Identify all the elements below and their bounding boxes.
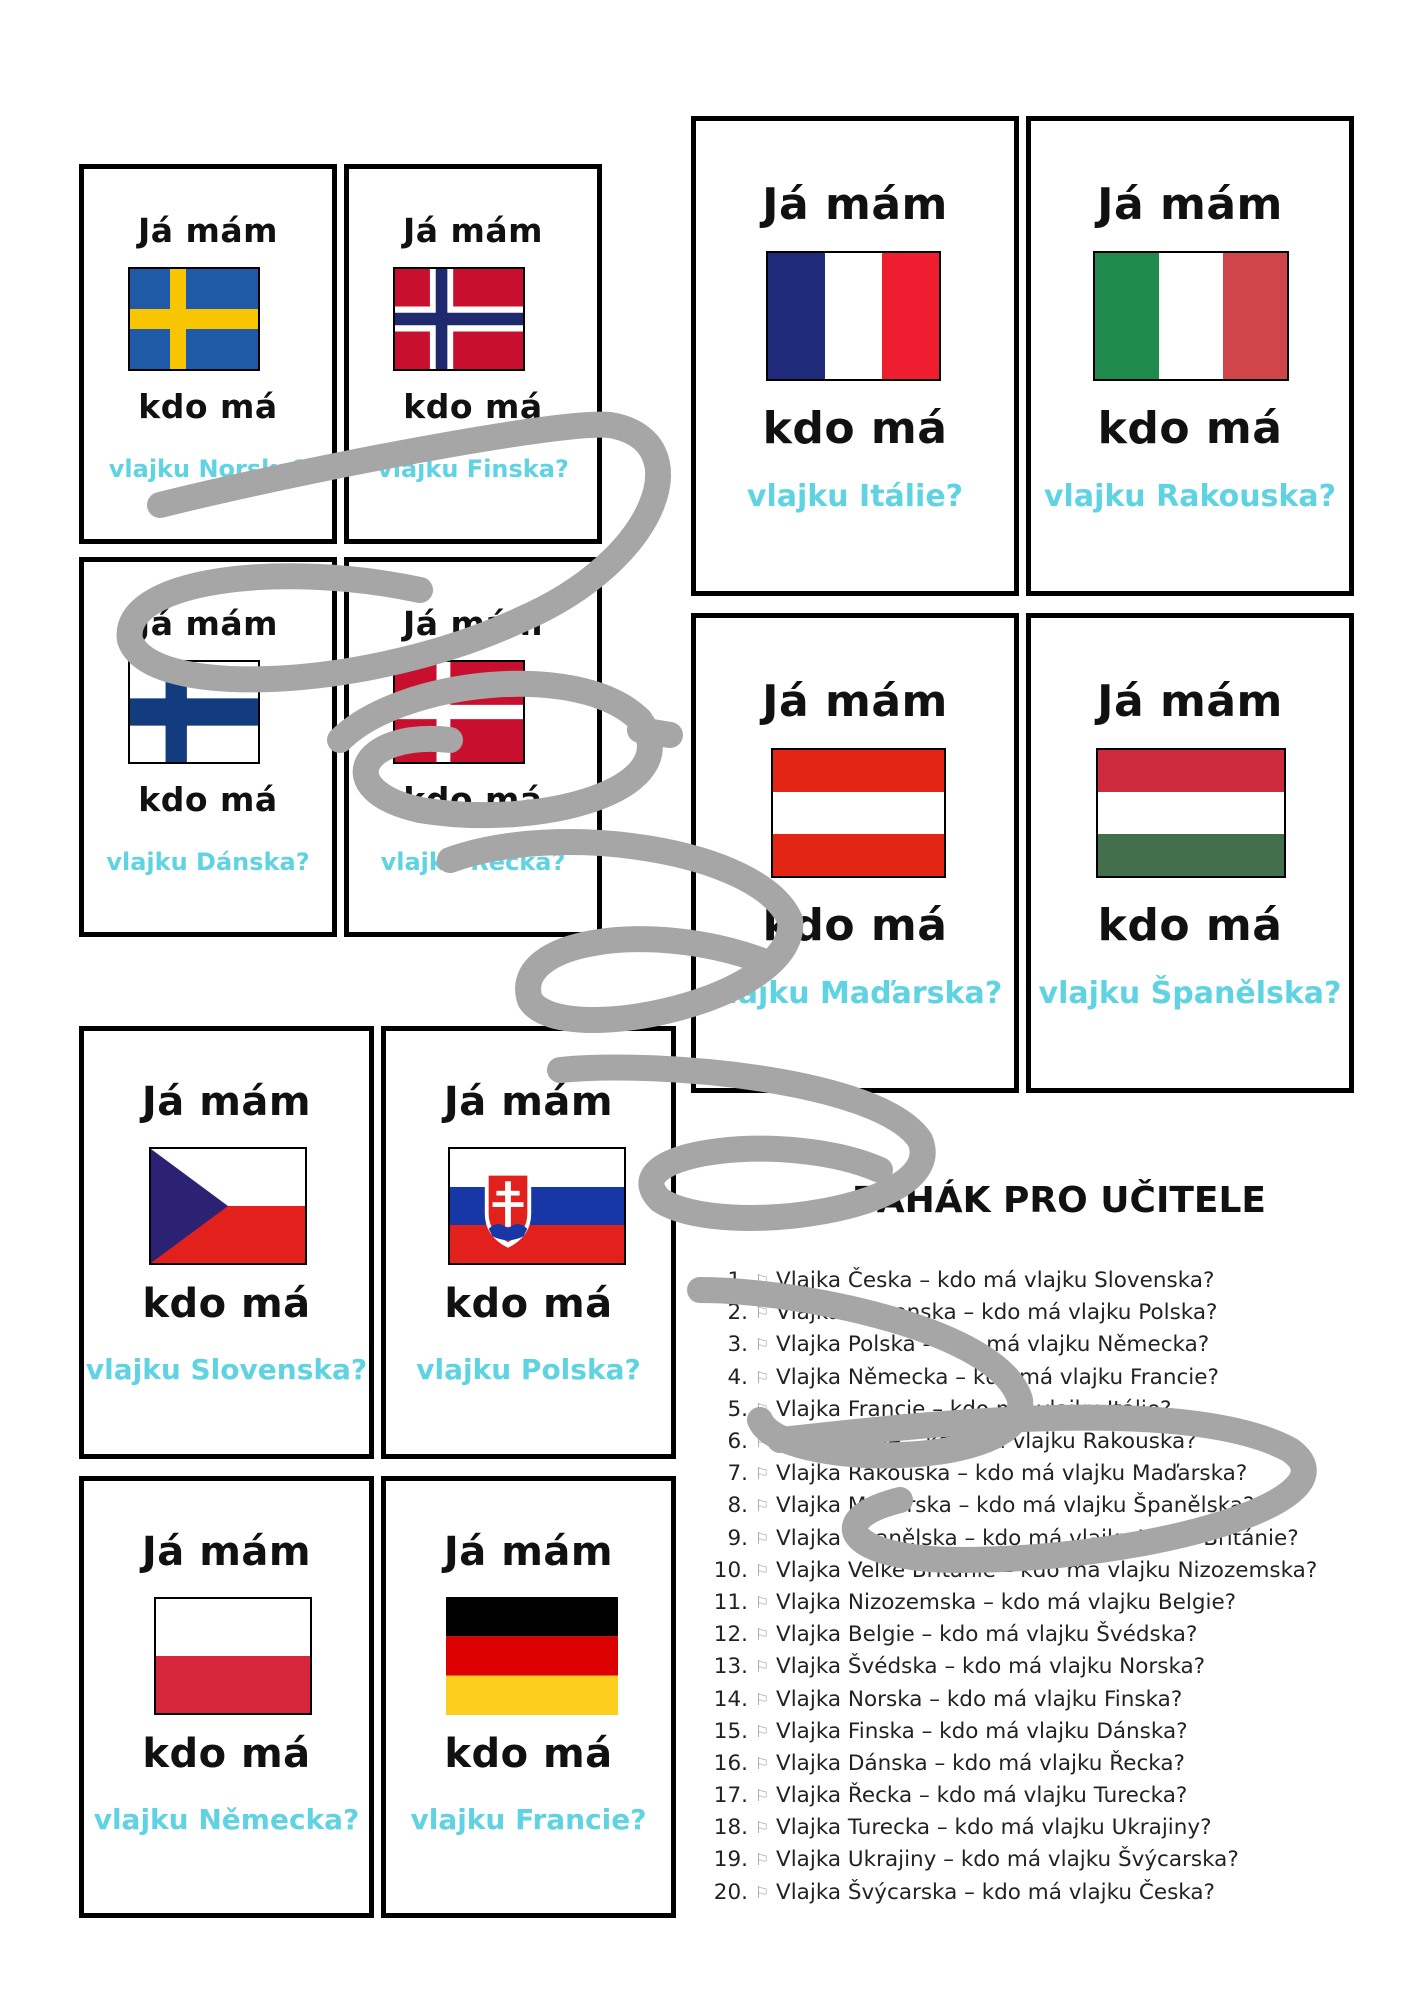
item-text: Vlajka Švédska – kdo má vlajku Norska? xyxy=(776,1654,1206,1680)
item-text: Vlajka Švýcarska – kdo má vlajku Česka? xyxy=(776,1879,1215,1905)
white-flag-icon: ⚐ xyxy=(754,1786,770,1806)
card-subheading: kdo má xyxy=(142,1281,311,1327)
card-subheading: kdo má xyxy=(142,1731,311,1777)
flag-card-france xyxy=(691,116,1019,596)
item-number: 13. xyxy=(713,1654,748,1680)
white-flag-icon: ⚐ xyxy=(754,1560,770,1580)
white-flag-icon: ⚐ xyxy=(754,1271,770,1291)
card-heading: Já mám xyxy=(762,179,948,230)
cheat-sheet-item xyxy=(700,1265,1340,1297)
card-subheading: kdo má xyxy=(762,900,948,951)
item-number: 17. xyxy=(713,1783,748,1809)
flag-card-czechia xyxy=(79,1026,374,1459)
item-text: Vlajka Finska – kdo má vlajku Dánska? xyxy=(776,1718,1188,1744)
item-number: 15. xyxy=(713,1718,748,1744)
flag-card-sweden xyxy=(79,164,337,544)
item-text: Vlajka Norska – kdo má vlajku Finska? xyxy=(776,1686,1183,1712)
austria-flag xyxy=(771,748,946,878)
cheat-sheet-item xyxy=(700,1780,1340,1812)
item-text: Vlajka Nizozemska – kdo má vlajku Belgie? xyxy=(776,1589,1237,1615)
item-text: Vlajka Belgie – kdo má vlajku Švédska? xyxy=(776,1622,1198,1648)
item-number: 3. xyxy=(727,1332,748,1358)
white-flag-icon: ⚐ xyxy=(754,1592,770,1612)
germany-flag xyxy=(446,1597,618,1715)
card-subheading: kdo má xyxy=(403,387,543,426)
item-text: Vlajka Česka – kdo má vlajku Slovenska? xyxy=(776,1268,1215,1294)
cheat-sheet-item xyxy=(700,1844,1340,1876)
card-question: vlajku Dánska? xyxy=(106,848,310,876)
poland-flag xyxy=(154,1597,312,1715)
france-flag xyxy=(766,251,941,381)
item-text: Vlajka Polska – kdo má vlajku Německa? xyxy=(776,1332,1210,1358)
card-heading: Já mám xyxy=(1097,179,1283,230)
item-number: 20. xyxy=(713,1879,748,1905)
item-number: 5. xyxy=(727,1396,748,1422)
item-text: Vlajka Rakouska – kdo má vlajku Maďarska? xyxy=(776,1461,1248,1487)
flag-card-austria xyxy=(691,613,1019,1093)
white-flag-icon: ⚐ xyxy=(754,1850,770,1870)
card-question: vlajku Maďarska? xyxy=(707,976,1003,1011)
card-heading: Já mám xyxy=(443,1079,614,1125)
cheat-sheet-item xyxy=(700,1490,1340,1522)
card-question: vlajku Řecka? xyxy=(380,848,566,876)
sweden-flag xyxy=(128,267,260,371)
card-subheading: kdo má xyxy=(444,1281,613,1327)
card-subheading: kdo má xyxy=(1097,900,1283,951)
card-subheading: kdo má xyxy=(762,403,948,454)
white-flag-icon: ⚐ xyxy=(754,1432,770,1452)
card-heading: Já mám xyxy=(762,676,948,727)
card-question: vlajku Španělska? xyxy=(1038,976,1342,1011)
finland-flag xyxy=(128,660,260,764)
cheat-sheet-item xyxy=(700,1683,1340,1715)
cheat-sheet-item xyxy=(700,1877,1340,1909)
cheat-sheet-item xyxy=(700,1394,1340,1426)
item-number: 6. xyxy=(727,1429,748,1455)
item-text: Vlajka Maďarska – kdo má vlajku Španělska? xyxy=(776,1493,1255,1519)
flag-card-poland xyxy=(79,1476,374,1918)
card-heading: Já mám xyxy=(402,211,544,250)
white-flag-icon: ⚐ xyxy=(754,1464,770,1484)
white-flag-icon: ⚐ xyxy=(754,1496,770,1516)
cheat-sheet-item xyxy=(700,1297,1340,1329)
item-number: 2. xyxy=(727,1300,748,1326)
cheat-sheet-item xyxy=(700,1329,1340,1361)
card-subheading: kdo má xyxy=(444,1731,613,1777)
flag-card-norway xyxy=(344,164,602,544)
item-number: 4. xyxy=(727,1364,748,1390)
flag-card-finland xyxy=(79,557,337,937)
card-question: vlajku Norska? xyxy=(108,455,308,483)
flag-card-italy xyxy=(1026,116,1354,596)
cheat-sheet-item xyxy=(700,1748,1340,1780)
item-number: 18. xyxy=(713,1815,748,1841)
white-flag-icon: ⚐ xyxy=(754,1818,770,1838)
item-number: 10. xyxy=(713,1557,748,1583)
card-question: vlajku Polska? xyxy=(416,1353,641,1386)
item-text: Vlajka Ukrajiny – kdo má vlajku Švýcarska? xyxy=(776,1847,1239,1873)
flag-card-slovakia xyxy=(381,1026,676,1459)
white-flag-icon: ⚐ xyxy=(754,1689,770,1709)
card-subheading: kdo má xyxy=(403,780,543,819)
item-number: 12. xyxy=(713,1622,748,1648)
card-heading: Já mám xyxy=(137,604,279,643)
card-heading: Já mám xyxy=(402,604,544,643)
white-flag-icon: ⚐ xyxy=(754,1657,770,1677)
flag-card-denmark xyxy=(344,557,602,937)
white-flag-icon: ⚐ xyxy=(754,1882,770,1902)
white-flag-icon: ⚐ xyxy=(754,1625,770,1645)
white-flag-icon: ⚐ xyxy=(754,1367,770,1387)
white-flag-icon: ⚐ xyxy=(754,1721,770,1741)
item-text: Vlajka Německa – kdo má vlajku Francie? xyxy=(776,1364,1219,1390)
card-heading: Já mám xyxy=(1097,676,1283,727)
card-heading: Já mám xyxy=(141,1529,312,1575)
item-text: Vlajka Velké Británie – kdo má vlajku Nizozemska? xyxy=(776,1557,1318,1583)
white-flag-icon: ⚐ xyxy=(754,1303,770,1323)
card-question: vlajku Rakouska? xyxy=(1043,479,1337,514)
cheat-sheet-list xyxy=(700,1265,1340,1909)
item-text: Vlajka Turecka – kdo má vlajku Ukrajiny? xyxy=(776,1815,1212,1841)
card-subheading: kdo má xyxy=(138,387,278,426)
card-question: vlajku Finska? xyxy=(377,455,569,483)
cheat-sheet-item xyxy=(700,1555,1340,1587)
cheat-sheet-title: TAHÁK PRO UČITELE xyxy=(855,1180,1267,1221)
item-number: 14. xyxy=(713,1686,748,1712)
czechia-flag xyxy=(149,1147,307,1265)
cheat-sheet-item xyxy=(700,1651,1340,1683)
norway-flag xyxy=(393,267,525,371)
flag-card-germany xyxy=(381,1476,676,1918)
card-question: vlajku Francie? xyxy=(410,1803,647,1836)
card-heading: Já mám xyxy=(141,1079,312,1125)
item-text: Vlajka Itálie – kdo má vlajku Rakouska? xyxy=(776,1429,1197,1455)
cheat-sheet-item xyxy=(700,1587,1340,1619)
italy-flag xyxy=(1093,251,1289,381)
cheat-sheet-item xyxy=(700,1458,1340,1490)
white-flag-icon: ⚐ xyxy=(754,1335,770,1355)
item-text: Vlajka Španělska – kdo má vlajku Velké Británie? xyxy=(776,1525,1299,1551)
item-text: Vlajka Slovenska – kdo má vlajku Polska? xyxy=(776,1300,1218,1326)
cheat-sheet-item xyxy=(700,1716,1340,1748)
cheat-sheet-item xyxy=(700,1362,1340,1394)
denmark-flag xyxy=(393,660,525,764)
item-number: 8. xyxy=(727,1493,748,1519)
cheat-sheet-item xyxy=(700,1523,1340,1555)
card-question: vlajku Itálie? xyxy=(746,479,964,514)
card-question: vlajku Slovenska? xyxy=(85,1353,368,1386)
item-text: Vlajka Francie – kdo má vlajku Itálie? xyxy=(776,1396,1172,1422)
item-number: 1. xyxy=(727,1268,748,1294)
item-number: 19. xyxy=(713,1847,748,1873)
item-number: 16. xyxy=(713,1750,748,1776)
card-question: vlajku Německa? xyxy=(93,1803,360,1836)
cheat-sheet-item xyxy=(700,1426,1340,1458)
item-text: Vlajka Řecka – kdo má vlajku Turecka? xyxy=(776,1783,1188,1809)
white-flag-icon: ⚐ xyxy=(754,1399,770,1419)
cheat-sheet-item xyxy=(700,1619,1340,1651)
cheat-sheet-item xyxy=(700,1812,1340,1844)
slovakia-flag xyxy=(448,1147,626,1265)
flag-card-hungary xyxy=(1026,613,1354,1093)
item-number: 11. xyxy=(713,1589,748,1615)
item-number: 7. xyxy=(727,1461,748,1487)
card-heading: Já mám xyxy=(137,211,279,250)
card-subheading: kdo má xyxy=(138,780,278,819)
item-number: 9. xyxy=(727,1525,748,1551)
card-heading: Já mám xyxy=(443,1529,614,1575)
hungary-flag xyxy=(1096,748,1286,878)
white-flag-icon: ⚐ xyxy=(754,1528,770,1548)
white-flag-icon: ⚐ xyxy=(754,1753,770,1773)
item-text: Vlajka Dánska – kdo má vlajku Řecka? xyxy=(776,1750,1185,1776)
card-subheading: kdo má xyxy=(1097,403,1283,454)
